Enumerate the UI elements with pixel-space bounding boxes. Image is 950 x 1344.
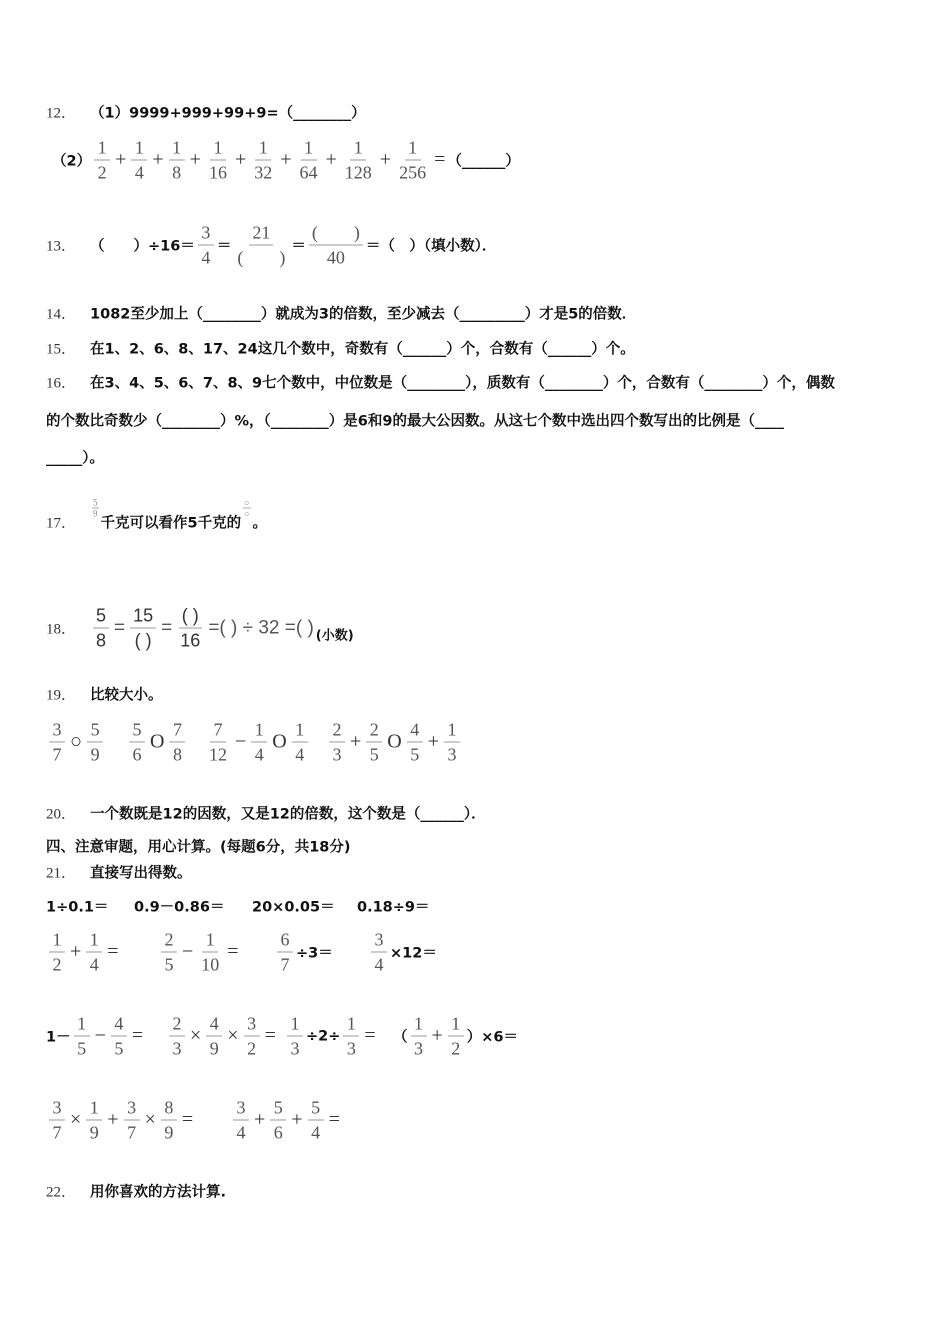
fraction	[177, 605, 203, 652]
fraction	[233, 1097, 249, 1144]
fraction	[287, 1013, 303, 1060]
fraction	[161, 929, 177, 976]
q19-title	[46, 684, 163, 705]
math-operator: −	[182, 940, 194, 963]
denominator: 32	[254, 162, 273, 183]
q12-part2	[52, 137, 520, 184]
denominator: 10	[201, 954, 220, 975]
q16-line1	[46, 372, 835, 393]
numerator: 3	[233, 1097, 249, 1121]
denominator: 6	[273, 1122, 283, 1143]
fraction	[371, 929, 387, 976]
question-text: _____）。	[46, 450, 104, 467]
denominator: ( )	[134, 630, 152, 651]
denominator: ○	[244, 508, 250, 519]
q15	[46, 338, 635, 359]
calc-row-4-item-2	[230, 1097, 342, 1144]
fraction	[74, 1013, 90, 1060]
numerator: 4	[206, 1013, 222, 1037]
section-4-heading	[46, 836, 351, 857]
calc-row-2-item-4	[368, 929, 437, 976]
q19-row-item-1	[46, 719, 106, 766]
question-text: 一个数既是12的因数，又是12的倍数，这个数是（______）．	[90, 806, 486, 823]
question-number: 17．	[46, 515, 77, 532]
denominator: 9	[90, 744, 100, 765]
q20	[46, 803, 486, 824]
denominator: 8	[96, 630, 107, 651]
fraction	[309, 222, 363, 269]
question-text: 20×0.05＝	[252, 899, 335, 916]
unit-note: (小数)	[315, 628, 354, 644]
question-text: （2）	[52, 153, 92, 170]
fraction	[124, 1097, 140, 1144]
question-text: （______）	[447, 153, 520, 170]
denominator: 9	[209, 1038, 219, 1059]
numerator: 1	[350, 137, 366, 161]
math-operator: =	[114, 617, 126, 638]
numerator: 21	[249, 222, 273, 246]
numerator: 1	[86, 1097, 102, 1121]
numerator: 1	[411, 1013, 427, 1037]
fraction	[131, 137, 147, 184]
numerator: 5	[270, 1097, 286, 1121]
denominator: 3	[332, 744, 342, 765]
numerator: 1	[255, 137, 271, 161]
fraction	[169, 137, 185, 184]
math-operator: O	[272, 730, 287, 753]
numerator: 2	[329, 719, 345, 743]
fraction	[342, 137, 375, 184]
question-text: 直接写出得数。	[90, 865, 192, 882]
calc-row-2-item-1	[46, 929, 121, 976]
math-operator: +	[254, 1108, 266, 1131]
denominator: 3	[414, 1038, 423, 1059]
denominator: 2	[451, 1038, 461, 1059]
question-text: （1）9999+999+99+9=（________）	[90, 105, 366, 122]
calc-row-3-item-2	[166, 1013, 278, 1060]
math-operator: ○	[70, 730, 83, 753]
denominator: 7	[280, 954, 290, 975]
math-operator: =	[364, 1024, 376, 1047]
fraction	[343, 1013, 359, 1060]
question-text: 1082至少加上（________）就成为3的倍数，至少减去（_________）才是5的倍数．	[90, 306, 637, 323]
fraction	[161, 1097, 177, 1144]
math-operator: +	[70, 940, 82, 963]
denominator: 4	[374, 954, 384, 975]
math-operator: +	[325, 148, 337, 171]
denominator: 5	[369, 744, 379, 765]
denominator: 4	[311, 1122, 321, 1143]
denominator: 40	[326, 247, 345, 268]
numerator: 1	[444, 719, 460, 743]
q18	[46, 605, 354, 652]
question-text: 1－	[46, 1029, 71, 1046]
numerator: 2	[161, 929, 177, 953]
numerator: 5	[93, 497, 98, 508]
q19-row-item-4	[326, 719, 463, 766]
math-operator: =	[131, 1024, 144, 1047]
question-number: 22．	[46, 1184, 77, 1201]
math-operator: =	[328, 1108, 340, 1131]
q22	[46, 1181, 226, 1202]
calc-row-3-item-1	[46, 1013, 145, 1060]
fraction	[251, 137, 275, 184]
fraction	[407, 719, 423, 766]
numerator: 5	[87, 719, 103, 743]
denominator: 7	[52, 1122, 62, 1143]
numerator: 1	[74, 1013, 90, 1037]
fraction	[87, 719, 103, 766]
question-text: 在1、2、6、8、17、24这几个数中，奇数有（______）个，合数有（______）个。	[90, 341, 635, 358]
denominator: 2	[97, 162, 107, 183]
question-text: 0.18÷9＝	[357, 899, 430, 916]
math-operator: =	[264, 1024, 276, 1047]
denominator: 9	[164, 1122, 174, 1143]
question-number: 14．	[46, 306, 77, 323]
denominator: 4	[236, 1122, 246, 1143]
numerator: 8	[161, 1097, 177, 1121]
calc-row-3-item-4	[393, 1013, 518, 1060]
numerator: 4	[407, 719, 423, 743]
question-text: 的个数比奇数少（________）%，（________）是6和9的最大公因数。从这七个数中选出四个数写出的比例是（____	[46, 413, 784, 430]
math-operator: +	[234, 148, 247, 171]
numerator: 1	[448, 1013, 464, 1037]
fraction	[198, 222, 214, 269]
math-operator: +	[350, 730, 362, 753]
math-operator: O	[387, 730, 402, 753]
numerator: 2	[169, 1013, 185, 1037]
math-operator: =	[107, 940, 119, 963]
math-operator: +	[152, 148, 164, 171]
fraction	[93, 605, 109, 652]
fraction	[94, 137, 110, 184]
numerator: 5	[129, 719, 145, 743]
numerator: 1	[131, 137, 147, 161]
numerator: 3	[124, 1097, 140, 1121]
numerator: 5	[308, 1097, 324, 1121]
denominator: 7	[52, 744, 62, 765]
denominator: 3	[172, 1038, 182, 1059]
math-operator: ×	[144, 1108, 156, 1131]
denominator: 5	[114, 1038, 124, 1059]
question-text: 千克可以看作5千克的	[100, 515, 242, 532]
math-operator: +	[291, 1108, 303, 1131]
denominator: 4	[295, 744, 305, 765]
fraction	[206, 719, 230, 766]
numerator: 1	[405, 137, 421, 161]
numerator: 3	[371, 929, 387, 953]
math-operator: O	[150, 730, 165, 753]
numerator: 1	[287, 1013, 303, 1037]
denominator: 6	[132, 744, 142, 765]
math-operator: =	[434, 148, 446, 171]
math-operator: =	[181, 1108, 194, 1131]
fraction	[111, 1013, 127, 1060]
denominator: 128	[344, 162, 372, 183]
fraction	[234, 222, 288, 269]
denominator: ( )	[237, 247, 286, 268]
math-operator: +	[189, 148, 201, 171]
question-text: 比较大小。	[90, 687, 163, 704]
question-text: ×12＝	[390, 945, 437, 962]
numerator: 1	[343, 1013, 359, 1037]
fraction	[292, 719, 308, 766]
calc-row-1-item-2	[134, 896, 224, 917]
math-operator: ×	[227, 1024, 239, 1047]
numerator: 7	[169, 719, 185, 743]
calc-row-3-item-3	[284, 1013, 378, 1060]
fraction	[308, 1097, 324, 1144]
fraction	[243, 498, 250, 519]
numerator: 3	[49, 1097, 65, 1121]
math-operator: −	[94, 1024, 106, 1047]
numerator: 1	[86, 929, 102, 953]
question-text: ）×6＝	[466, 1029, 519, 1046]
numerator: 1	[202, 929, 218, 953]
fraction	[448, 1013, 464, 1060]
calc-row-4-item-1	[46, 1097, 195, 1144]
fraction	[366, 719, 382, 766]
fraction	[206, 1013, 222, 1060]
question-number: 21．	[46, 865, 77, 882]
denominator: 64	[299, 162, 318, 183]
math-operator: +	[280, 148, 292, 171]
fraction	[277, 929, 293, 976]
math-operator: ×	[190, 1024, 202, 1047]
question-text: （	[393, 1029, 408, 1046]
denominator: 8	[172, 744, 182, 765]
denominator: 5	[77, 1038, 87, 1059]
math-operator: +	[107, 1108, 119, 1131]
fraction	[396, 137, 429, 184]
question-number: 16．	[46, 375, 77, 392]
question-number: 19．	[46, 687, 77, 704]
fraction	[86, 1097, 102, 1144]
fraction	[297, 137, 321, 184]
math-operator: =	[227, 940, 239, 963]
fraction	[198, 929, 222, 976]
calc-row-2-item-2	[158, 929, 241, 976]
numerator: 1	[169, 137, 185, 161]
fraction	[411, 1013, 427, 1060]
math-operator: −	[235, 730, 247, 753]
denominator: 4	[201, 247, 211, 268]
fraction	[49, 1097, 65, 1144]
denominator: 2	[52, 954, 62, 975]
question-text: ＝	[216, 238, 232, 255]
denominator: 16	[180, 630, 201, 651]
fraction	[169, 719, 185, 766]
q16-line2	[46, 410, 784, 431]
question-text: ÷3＝	[296, 945, 333, 962]
fraction	[129, 719, 145, 766]
denominator: 9	[93, 508, 98, 519]
numerator: 1	[292, 719, 308, 743]
denominator: 5	[410, 744, 420, 765]
q19-row-item-2	[126, 719, 188, 766]
numerator: 1	[251, 719, 267, 743]
q13	[46, 222, 496, 269]
numerator: ○	[244, 497, 250, 508]
denominator: 4	[254, 744, 264, 765]
numerator: 1	[94, 137, 110, 161]
math-operator: =( ) ÷ 32 =( )	[208, 617, 314, 638]
math-operator: +	[431, 1024, 443, 1047]
fraction	[49, 719, 65, 766]
question-number: 18．	[46, 621, 77, 638]
question-text: 1÷0.1＝	[46, 899, 109, 916]
question-number: 13．	[46, 238, 77, 255]
numerator: 1	[210, 137, 226, 161]
question-text: 在3、4、5、6、7、8、9七个数中，中位数是（________），质数有（________）个，合数有（________）个，偶数	[90, 375, 835, 392]
math-operator: +	[379, 148, 392, 171]
fraction	[444, 719, 460, 766]
numerator: 15	[130, 605, 156, 629]
fraction	[329, 719, 345, 766]
fraction	[251, 719, 267, 766]
numerator: 3	[198, 222, 214, 246]
question-text: ÷2÷	[306, 1028, 341, 1044]
fraction	[49, 929, 65, 976]
denominator: 3	[447, 744, 457, 765]
math-operator: ×	[70, 1108, 82, 1131]
denominator: 8	[172, 162, 182, 183]
question-text: 四、注意审题，用心计算。(每题6分，共18分)	[46, 839, 351, 856]
fraction	[130, 605, 156, 652]
question-number: 20．	[46, 806, 77, 823]
numerator: 1	[49, 929, 65, 953]
q16-line3	[46, 447, 104, 468]
numerator: 2	[366, 719, 382, 743]
calc-row-2-item-3	[274, 929, 333, 976]
numerator: 3	[244, 1013, 260, 1037]
question-text: 。	[252, 515, 268, 532]
denominator: 9	[89, 1122, 99, 1143]
fraction	[169, 1013, 185, 1060]
denominator: 12	[209, 744, 227, 765]
denominator: 4	[134, 162, 144, 183]
math-operator: +	[115, 148, 127, 171]
fraction	[92, 498, 99, 519]
denominator: 2	[247, 1038, 257, 1059]
q21	[46, 862, 192, 883]
denominator: 3	[290, 1038, 300, 1059]
numerator: 3	[49, 719, 65, 743]
denominator: 7	[127, 1122, 137, 1143]
fraction	[86, 929, 102, 976]
math-operator: =	[161, 617, 173, 638]
calc-row-1-item-4	[357, 896, 430, 917]
q14	[46, 303, 636, 324]
q19-row-item-3	[203, 719, 311, 766]
question-text: （ ）÷16＝	[90, 238, 195, 255]
math-operator: +	[427, 730, 440, 753]
denominator: 4	[89, 954, 99, 975]
denominator: 256	[399, 162, 427, 183]
numerator: 4	[111, 1013, 127, 1037]
q12-part1	[46, 102, 366, 123]
q17	[46, 497, 268, 533]
question-text: 0.9－0.86＝	[134, 899, 225, 916]
denominator: 5	[164, 954, 174, 975]
calc-row-1-item-3	[252, 896, 335, 917]
denominator: 3	[346, 1038, 356, 1059]
numerator: 5	[93, 605, 109, 629]
numerator: 7	[210, 719, 226, 743]
calc-row-1-item-1	[46, 896, 108, 917]
question-text: 用你喜欢的方法计算.	[90, 1184, 227, 1201]
question-text: ＝	[291, 238, 306, 255]
numerator: 6	[277, 929, 293, 953]
numerator: ( )	[309, 222, 363, 246]
denominator: 16	[208, 162, 227, 183]
numerator: 1	[301, 137, 317, 161]
question-number: 15．	[46, 341, 77, 358]
fraction	[244, 1013, 260, 1060]
question-text: ＝（ ）（填小数）．	[365, 238, 497, 255]
question-number: 12．	[46, 105, 77, 122]
fraction	[206, 137, 230, 184]
fraction	[270, 1097, 286, 1144]
numerator: ( )	[179, 605, 202, 629]
